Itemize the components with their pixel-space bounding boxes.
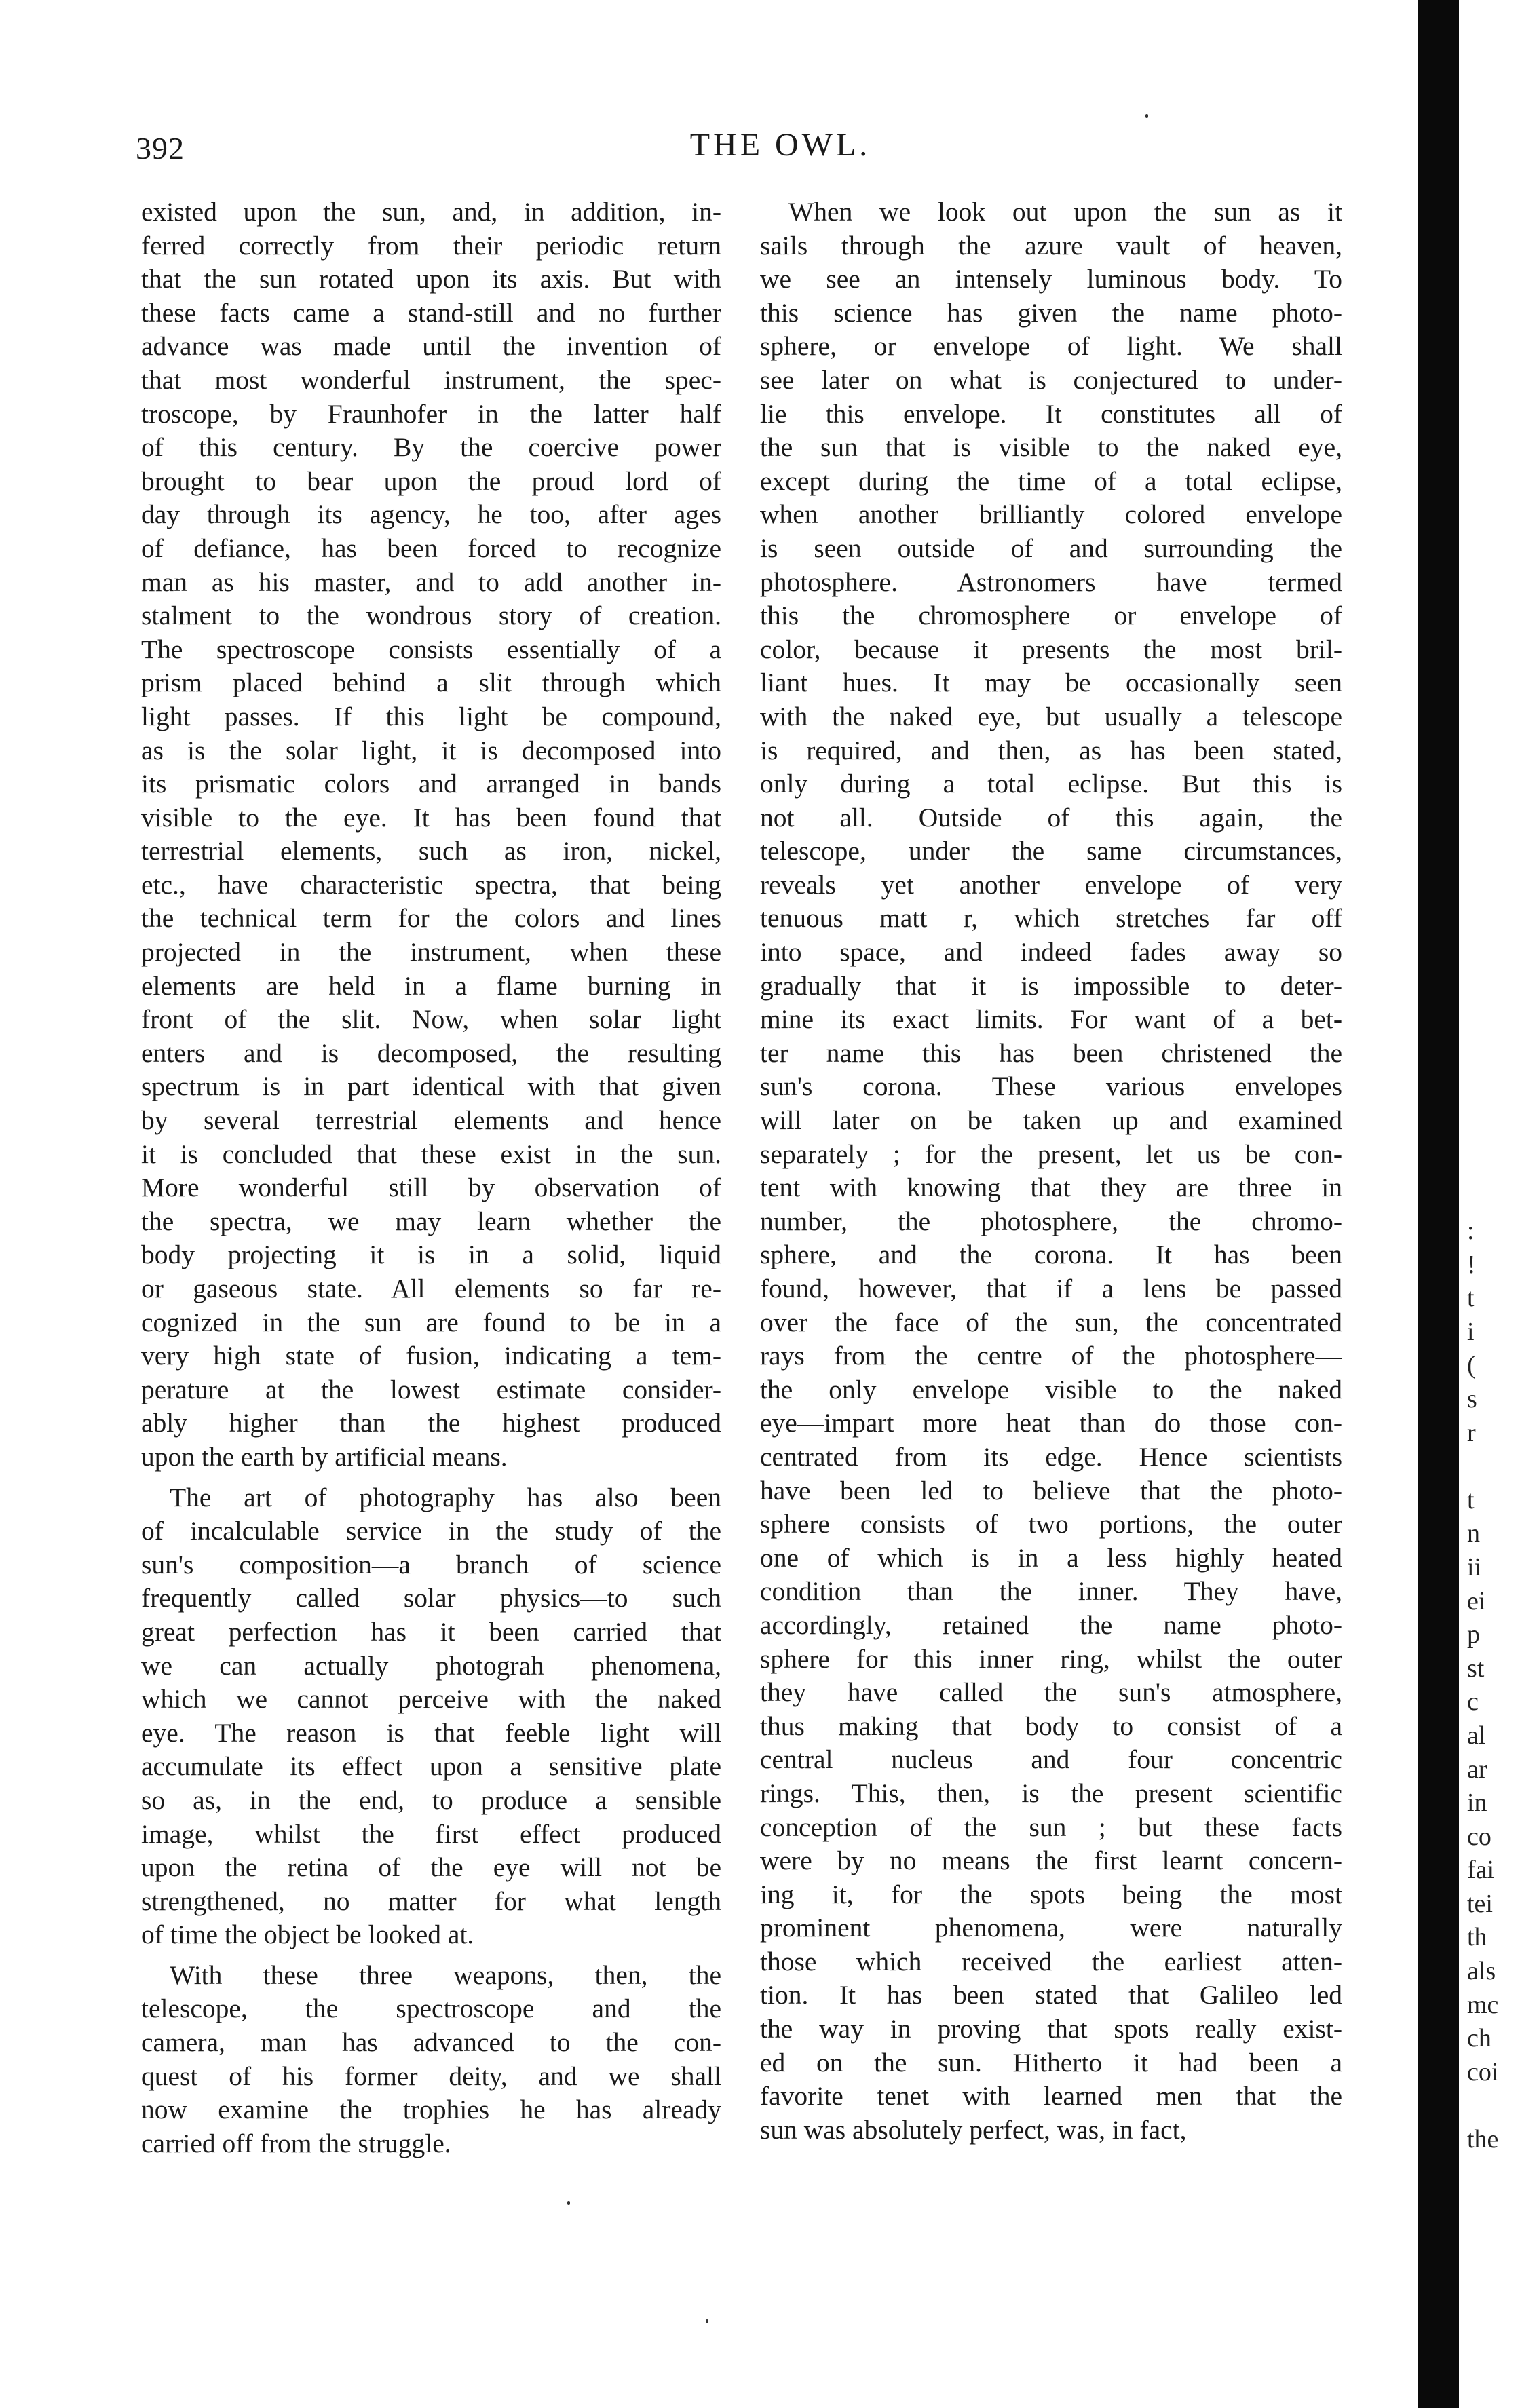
text-line: troscope, by Fraunhofer in the latter half <box>141 398 721 429</box>
edge-fragment <box>1467 1450 1520 1484</box>
text-line: of defiance, has been forced to recognize <box>141 533 721 563</box>
text-line: sphere, and the corona. It has been <box>760 1240 1342 1270</box>
text-line: great perfection has it been carried that <box>141 1616 721 1647</box>
text-line: except during the time of a total eclipse, <box>760 465 1342 496</box>
edge-fragment: ii <box>1467 1552 1482 1582</box>
text-line: with the naked eye, but usually a telescope <box>760 701 1342 731</box>
edge-fragment: the <box>1467 2125 1499 2154</box>
text-line: as is the solar light, it is decomposed into <box>141 735 721 765</box>
text-line: we can actually photograh phenomena, <box>141 1650 721 1681</box>
text-line: telescope, the spectroscope and the <box>141 1993 721 2024</box>
edge-fragment: ! <box>1467 1250 1476 1279</box>
text-line: visible to the eye. It has been found that <box>141 802 721 833</box>
text-line: it is concluded that these exist in the sun. <box>141 1139 721 1169</box>
text-line: have been led to believe that the photo- <box>760 1475 1342 1506</box>
text-line: over the face of the sun, the concentrated <box>760 1307 1342 1337</box>
text-line: prominent phenomena, were naturally <box>760 1913 1342 1943</box>
text-line: lie this envelope. It constitutes all of <box>760 398 1342 429</box>
text-line: this the chromosphere or envelope of <box>760 600 1342 631</box>
text-line: the way in proving that spots really exist- <box>760 2014 1342 2044</box>
text-line: stalment to the wondrous story of creation. <box>141 600 721 631</box>
text-line: image, whilst the first effect produced <box>141 1818 721 1849</box>
paragraph <box>141 195 721 1474</box>
text-line: reveals yet another envelope of very <box>760 869 1342 900</box>
text-line: ing it, for the spots being the most <box>760 1879 1342 1909</box>
text-line: is seen outside of and surrounding the <box>760 533 1342 563</box>
text-line: cognized in the sun are found to be in a <box>141 1307 721 1337</box>
text-line: gradually that it is impossible to deter- <box>760 970 1342 1001</box>
text-line: sphere for this inner ring, whilst the outer <box>760 1643 1342 1674</box>
text-line: sun was absolutely perfect, was, in fact, <box>760 2114 1187 2145</box>
edge-fragment: tei <box>1467 1889 1493 1918</box>
edge-fragment: s <box>1467 1384 1477 1413</box>
binding-shadow <box>1418 0 1459 2408</box>
text-line: very high state of fusion, indicating a tem- <box>141 1341 721 1371</box>
text-line: ably higher than the highest produced <box>141 1408 721 1438</box>
text-line: into space, and indeed fades away so <box>760 937 1342 968</box>
text-line: will later on be taken up and examined <box>760 1105 1342 1136</box>
text-line: With these three weapons, then, the <box>170 1960 721 1990</box>
text-line: photosphere. Astronomers have termed <box>760 567 1342 597</box>
text-line: man as his master, and to add another in- <box>141 567 721 597</box>
facing-page-fragments <box>1467 1215 1520 2157</box>
text-line: ferred correctly from their periodic return <box>141 230 721 261</box>
text-line: strengthened, no matter for what length <box>141 1886 721 1916</box>
text-line: the only envelope visible to the naked <box>760 1374 1342 1404</box>
edge-fragment: st <box>1467 1654 1485 1683</box>
text-line: were by no means the first learnt concern- <box>760 1846 1342 1876</box>
text-line: day through its agency, he too, after ages <box>141 499 721 530</box>
edge-fragment <box>1467 2089 1520 2123</box>
edge-fragment: c <box>1467 1687 1479 1717</box>
ink-speck <box>567 2201 570 2205</box>
edge-fragment: als <box>1467 1957 1496 1986</box>
text-line: terrestrial elements, such as iron, nickel, <box>141 836 721 866</box>
text-line: see later on what is conjectured to under- <box>760 364 1342 395</box>
text-line: we see an intensely luminous body. To <box>760 264 1342 294</box>
right-column <box>760 195 1342 2147</box>
text-line: light passes. If this light be compound, <box>141 701 721 731</box>
text-line: the spectra, we may learn whether the <box>141 1206 721 1236</box>
edge-fragment: ei <box>1467 1586 1486 1616</box>
text-line: eye—impart more heat than do those con- <box>760 1408 1342 1438</box>
paragraph <box>141 1481 721 1952</box>
text-line: thus making that body to consist of a <box>760 1711 1342 1741</box>
text-line: not all. Outside of this again, the <box>760 802 1342 833</box>
text-line: those which received the earliest atten- <box>760 1946 1342 1976</box>
text-line: now examine the trophies he has already <box>141 2095 721 2125</box>
text-line: sphere, or envelope of light. We shall <box>760 331 1342 362</box>
text-line: advance was made until the invention of <box>141 331 721 362</box>
text-line: conception of the sun ; but these facts <box>760 1812 1342 1842</box>
text-line: enters and is decomposed, the resulting <box>141 1037 721 1068</box>
text-line: The spectroscope consists essentially of a <box>141 634 721 664</box>
text-line: only during a total eclipse. But this is <box>760 769 1342 799</box>
ink-speck <box>1145 114 1148 118</box>
text-line: etc., have characteristic spectra, that being <box>141 869 721 900</box>
edge-fragment: mc <box>1467 1990 1499 2019</box>
text-line: accumulate its effect upon a sensitive plate <box>141 1751 721 1782</box>
text-line: sphere consists of two portions, the outer <box>760 1509 1342 1540</box>
edge-fragment: fai <box>1467 1856 1495 1885</box>
text-line: condition than the inner. They have, <box>760 1576 1342 1607</box>
text-line: tenuous matt r, which stretches far off <box>760 903 1342 934</box>
edge-fragment: ch <box>1467 2024 1492 2053</box>
edge-fragment: t <box>1467 1284 1475 1313</box>
text-line: rings. This, then, is the present scientific <box>760 1778 1342 1808</box>
text-line: upon the earth by artificial means. <box>141 1441 508 1472</box>
text-line: mine its exact limits. For want of a bet- <box>760 1004 1342 1035</box>
paragraph <box>141 1959 721 2161</box>
text-line: so as, in the end, to produce a sensible <box>141 1784 721 1815</box>
text-line: sails through the azure vault of heaven, <box>760 230 1342 261</box>
text-line: frequently called solar physics—to such <box>141 1583 721 1613</box>
text-line: camera, man has advanced to the con- <box>141 2027 721 2058</box>
text-line: of this century. By the coercive power <box>141 432 721 463</box>
text-line: the technical term for the colors and lines <box>141 903 721 934</box>
text-line: body projecting it is in a solid, liquid <box>141 1240 721 1270</box>
text-line: rays from the centre of the photosphere— <box>760 1341 1342 1371</box>
edge-fragment: ( <box>1467 1351 1476 1380</box>
text-line: number, the photosphere, the chromo- <box>760 1206 1342 1236</box>
text-line: the sun that is visible to the naked eye, <box>760 432 1342 463</box>
text-line: its prismatic colors and arranged in bands <box>141 769 721 799</box>
edge-fragment: th <box>1467 1923 1487 1952</box>
text-line: color, because it presents the most bril- <box>760 634 1342 664</box>
text-line: tent with knowing that they are three in <box>760 1172 1342 1203</box>
text-line: separately ; for the present, let us be con- <box>760 1139 1342 1169</box>
text-line: of incalculable service in the study of the <box>141 1516 721 1546</box>
text-line: existed upon the sun, and, in addition, in- <box>141 197 721 227</box>
text-line: tion. It has been stated that Galileo led <box>760 1980 1342 2010</box>
ink-speck <box>706 2319 708 2323</box>
text-line: spectrum is in part identical with that given <box>141 1071 721 1102</box>
text-line: that the sun rotated upon its axis. But with <box>141 264 721 294</box>
text-line: front of the slit. Now, when solar light <box>141 1004 721 1035</box>
text-line: ed on the sun. Hitherto it had been a <box>760 2047 1342 2078</box>
text-line: this science has given the name photo- <box>760 297 1342 328</box>
text-line: of time the object be looked at. <box>141 1919 474 1950</box>
text-line: sun's corona. These various envelopes <box>760 1071 1342 1102</box>
edge-fragment: ar <box>1467 1755 1487 1784</box>
text-line: prism placed behind a slit through which <box>141 668 721 698</box>
paragraph <box>760 195 1342 2147</box>
edge-fragment: t <box>1467 1485 1475 1514</box>
text-line: accordingly, retained the name photo- <box>760 1609 1342 1640</box>
text-line: sun's composition—a branch of science <box>141 1549 721 1580</box>
running-head: THE OWL. <box>689 127 871 163</box>
left-column <box>141 195 721 2160</box>
text-line: when another brilliantly colored envelope <box>760 499 1342 530</box>
text-line: these facts came a stand-still and no further <box>141 297 721 328</box>
text-line: carried off from the struggle. <box>141 2128 451 2158</box>
text-line: telescope, under the same circumstances, <box>760 836 1342 866</box>
text-line: favorite tenet with learned men that the <box>760 2081 1342 2111</box>
edge-fragment: co <box>1467 1822 1492 1851</box>
text-line: projected in the instrument, when these <box>141 937 721 968</box>
page-number: 392 <box>136 131 185 166</box>
text-line: perature at the lowest estimate consider- <box>141 1374 721 1404</box>
text-line: central nucleus and four concentric <box>760 1744 1342 1775</box>
text-line: which we cannot perceive with the naked <box>141 1684 721 1715</box>
text-line: one of which is in a less highly heated <box>760 1542 1342 1573</box>
text-line: When we look out upon the sun as it <box>788 197 1342 227</box>
edge-fragment: coi <box>1467 2057 1499 2086</box>
text-line: is required, and then, as has been stated, <box>760 735 1342 765</box>
edge-fragment: p <box>1467 1620 1480 1649</box>
text-line: upon the retina of the eye will not be <box>141 1852 721 1883</box>
text-line: that most wonderful instrument, the spec- <box>141 364 721 395</box>
text-line: centrated from its edge. Hence scientists <box>760 1441 1342 1472</box>
text-line: found, however, that if a lens be passed <box>760 1274 1342 1303</box>
text-line: eye. The reason is that feeble light will <box>141 1717 721 1748</box>
text-line: ter name this has been christened the <box>760 1037 1342 1068</box>
text-line: liant hues. It may be occasionally seen <box>760 668 1342 698</box>
edge-fragment: i <box>1467 1317 1475 1346</box>
edge-fragment: in <box>1467 1789 1487 1818</box>
text-line: The art of photography has also been <box>170 1482 721 1512</box>
text-line: by several terrestrial elements and hence <box>141 1105 721 1136</box>
text-line: they have called the sun's atmosphere, <box>760 1677 1342 1708</box>
text-line: brought to bear upon the proud lord of <box>141 465 721 496</box>
edge-fragment: : <box>1467 1217 1475 1245</box>
text-line: elements are held in a flame burning in <box>141 970 721 1001</box>
edge-fragment: al <box>1467 1721 1486 1750</box>
text-line: or gaseous state. All elements so far re- <box>141 1274 721 1303</box>
text-line: quest of his former deity, and we shall <box>141 2061 721 2091</box>
edge-fragment: r <box>1467 1418 1476 1447</box>
edge-fragment: n <box>1467 1519 1480 1548</box>
text-line: More wonderful still by observation of <box>141 1172 721 1203</box>
